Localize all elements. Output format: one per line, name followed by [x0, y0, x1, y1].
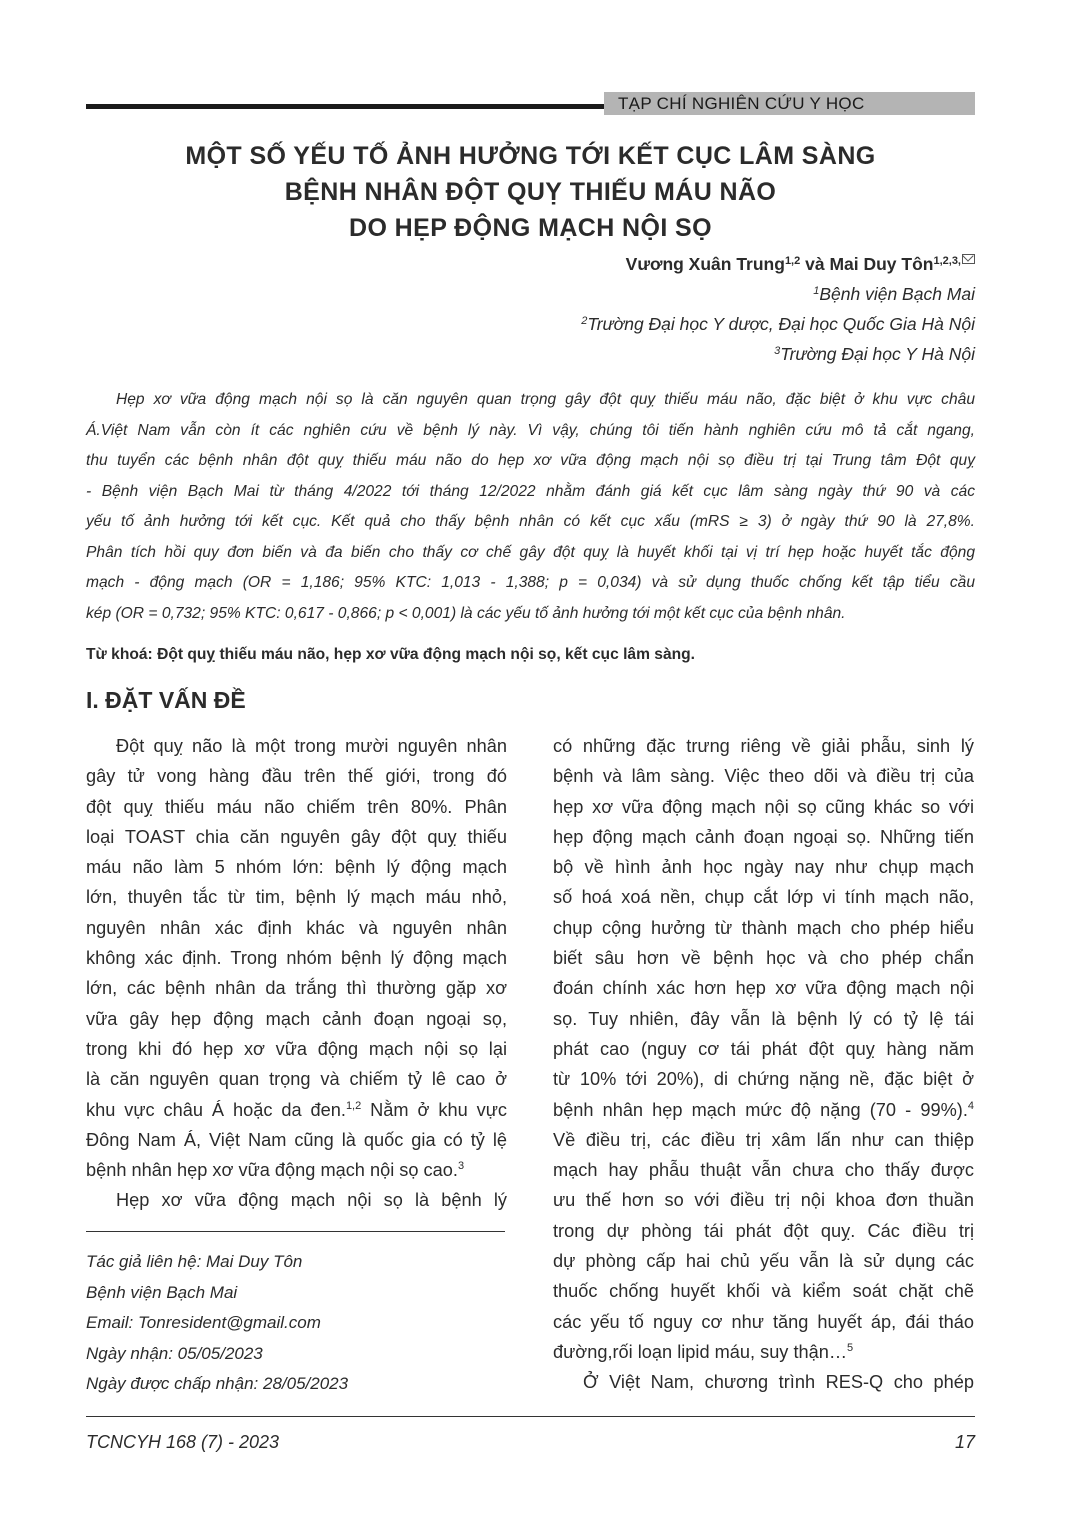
body-line: là căn nguyên quan trọng và chiếm tỷ lê cao ở: [86, 1069, 507, 1090]
body-line: hẹp động mạch cảnh đoạn ngoại sọ. Những tiến: [553, 826, 974, 847]
body-line: loại TOAST chia căn nguyên gây đột quỵ thiếu: [86, 826, 507, 847]
body-line: các yếu tố nguy cơ như tăng huyết áp, đái tháo: [553, 1311, 974, 1332]
affiliation-sup: 3: [774, 345, 781, 357]
page-number: 17: [954, 1432, 975, 1452]
footnote-email: Email: Tonresident@gmail.com: [86, 1313, 321, 1332]
body-line: không xác định. Trong nhóm bệnh lý động mạch: [86, 948, 507, 969]
author-conjunction: và: [800, 254, 830, 274]
abstract-line: thu tuyển các bệnh nhân đột quỵ thiếu máu não do hẹp xơ vữa động mạch nội sọ điều trị tại Trung tâm Đột quỵ: [86, 452, 975, 469]
body-column-left: [86, 731, 507, 1216]
section-heading: I. ĐẶT VẤN ĐỀ: [86, 687, 246, 713]
footnote-line: Tác giả liên hệ: Mai Duy Tôn: [86, 1252, 303, 1271]
affiliation-sup: 1: [813, 285, 820, 297]
body-line: thuốc chống huyết khối và kiểm soát chặt chẽ: [553, 1281, 974, 1302]
body-line: vữa gây hẹp động mạch cảnh đoạn ngoại sọ,: [86, 1008, 507, 1029]
body-line: trong dự phòng tái phát đột quỵ. Các điều trị: [553, 1220, 974, 1241]
affiliation: [774, 338, 975, 367]
body-line: gây tử vong hàng đầu trên thế giới, trong đó: [86, 766, 507, 787]
body-text: Nằm ở khu vực: [361, 1099, 507, 1120]
abstract-line: yếu tố ảnh hưởng tới kết cục. Kết quả cho thấy bệnh nhân có kết cục xấu (mRS ≥ 3) ở ngày thứ 90 là 27,8%.: [86, 513, 975, 530]
body-column-right: [553, 731, 974, 1398]
abstract-line: Phân tích hồi quy đơn biến và đa biến cho thấy cơ chế gây đột quỵ là huyết khối tại vị trí hẹp hoặc huyết tắc động: [86, 543, 975, 561]
body-line: lớn, các bệnh nhân da trắng thì thường gặp xơ: [86, 978, 507, 999]
body-line: Hẹp xơ vữa động mạch nội sọ là bệnh lý: [116, 1190, 507, 1211]
citation-sup: 4: [967, 1099, 974, 1112]
affiliation-text: Bệnh viện Bạch Mai: [819, 284, 975, 304]
body-line: dự phòng cấp hai chủ yếu vẫn là sử dụng các: [553, 1251, 974, 1272]
abstract-line: - Bệnh viện Bạch Mai từ tháng 4/2022 tới tháng 12/2022 nhằm đánh giá kết cục lâm sàng ngày thứ 90 và các: [86, 482, 975, 500]
body-line: hẹp xơ vữa động mạch nội sọ cũng khác so với: [553, 796, 974, 817]
footnote-rule: [86, 1231, 505, 1232]
body-line: lớn, thuyên tắc từ tim, bệnh lý mạch máu nhỏ,: [86, 887, 507, 908]
body-line: sọ. Tuy nhiên, đây vẫn là bệnh lý có tỷ lệ tái: [553, 1008, 974, 1029]
body-line: có những đặc trưng riêng về giải phẫu, sinh lý: [553, 736, 974, 756]
body-line: ưu thế hơn so với điều trị nội khoa đơn thuần: [553, 1190, 974, 1211]
body-line: máu não làm 5 nhóm lớn: bệnh lý động mạch: [86, 857, 507, 878]
body-text: bệnh nhân hẹp xơ vữa động mạch nội sọ cao.: [86, 1160, 458, 1181]
citation-sup: 3: [457, 1160, 465, 1173]
body-line: bộ về hình ảnh học ngày nay như chụp mạch: [553, 857, 974, 878]
body-line: Đông Nam Á, Việt Nam cũng là quốc gia có tỷ lệ: [86, 1129, 507, 1150]
body-line: [553, 1095, 974, 1125]
body-line: đột quỵ thiếu máu não chiếm trên 80%. Phân: [86, 796, 507, 817]
author-affiliation-sup: 1,2: [784, 255, 801, 267]
body-text: đường,rối loạn lipid máu, suy thận…: [553, 1341, 848, 1362]
affiliation-text: Trường Đại học Y Hà Nội: [780, 344, 975, 364]
abstract-line: Á.Việt Nam vẫn còn ít các nghiên cứu về bệnh lý này. Vì vậy, chúng tôi tiến hành nghiên cứu mô tả cắt ngang,: [86, 421, 975, 439]
footer-citation: TCNCYH 168 (7) - 2023: [86, 1432, 280, 1452]
affiliation: [813, 278, 975, 307]
footnote-line: Bệnh viện Bạch Mai: [86, 1282, 238, 1302]
abstract: [86, 385, 975, 629]
correspondence-footnote: [86, 1247, 507, 1400]
body-line: phát cao (nguy cơ tái phát đột quỵ hàng năm: [553, 1038, 974, 1059]
citation-sup: 5: [847, 1341, 854, 1354]
author-affiliation-sup: 1,2,3,: [933, 255, 961, 267]
body-line: nguyên nhân xác định khác và nguyên nhân: [86, 917, 507, 938]
body-line: bệnh và lâm sàng. Việc theo dõi và điều trị của: [553, 766, 974, 787]
body-line: trong khi đó hẹp xơ vữa động mạch nội sọ lại: [86, 1038, 507, 1059]
abstract-line: kép (OR = 0,732; 95% KTC: 0,617 - 0,866; p < 0,001) là các yếu tố ảnh hưởng tới một kết cục của bệnh nhân.: [86, 604, 846, 622]
body-line: [86, 1155, 507, 1185]
envelope-icon: [962, 254, 975, 264]
article-title: [86, 138, 975, 246]
abstract-line: mạch - động mạch (OR = 1,186; 95% KTC: 1,013 - 1,388; p = 0,034) và sử dụng thuốc chống kết tập tiểu cầu: [86, 574, 975, 591]
authors: [626, 248, 975, 277]
abstract-line: Hẹp xơ vữa động mạch nội sọ là căn nguyên quan trọng gây đột quỵ thiếu máu não, đặc biệt ở khu vực châu: [116, 391, 975, 408]
author-name: Vương Xuân Trung: [625, 254, 785, 274]
keywords: Từ khoá: Đột quỵ thiếu máu não, hẹp xơ vữa động mạch nội sọ, kết cục lâm sàng.: [86, 646, 696, 663]
journal-name: TẠP CHÍ NGHIÊN CỨU Y HỌC: [604, 92, 975, 115]
footer-rule: [86, 1416, 975, 1417]
header-rule: [86, 104, 609, 109]
affiliation-text: Trường Đại học Y dược, Đại học Quốc Gia Hà Nội: [587, 314, 975, 334]
footnote-line: Ngày nhận: 05/05/2023: [86, 1343, 263, 1363]
affiliation-sup: 2: [581, 315, 588, 327]
body-line: từ 10% tới 20%), di chứng nặng nề, đặc biệt ở: [553, 1069, 974, 1090]
affiliation: [581, 308, 975, 337]
body-text: bệnh nhân hẹp mạch mức độ nặng (70 - 99%).: [553, 1099, 968, 1120]
body-line: đoán chính xác hơn hẹp xơ vữa động mạch nội: [553, 978, 974, 999]
body-line: biết sâu hơn về bệnh học và cho phép chẩn: [553, 948, 974, 969]
body-text: khu vực châu Á hoặc da đen.: [86, 1099, 346, 1120]
body-line: Về điều trị, các điều trị xâm lấn như can thiệp: [553, 1129, 974, 1150]
footnote-line: Ngày được chấp nhận: 28/05/2023: [86, 1374, 349, 1393]
author-name: Mai Duy Tôn: [829, 254, 934, 274]
title-line: MỘT SỐ YẾU TỐ ẢNH HƯỞNG TỚI KẾT CỤC LÂM SÀNG: [185, 142, 876, 170]
body-line: chụp cộng hưởng từ thành mạch cho phép hiểu: [553, 917, 974, 938]
body-line: [86, 1095, 507, 1125]
body-line: Ở Việt Nam, chương trình RES-Q cho phép: [583, 1372, 974, 1393]
body-line: [553, 1337, 974, 1367]
body-line: Đột quỵ não là một trong mười nguyên nhân: [116, 736, 507, 756]
body-line: số hoá xoá nền, chụp cắt lớp vi tính mạch não,: [553, 887, 974, 908]
citation-sup: 1,2: [345, 1099, 362, 1112]
title-line: DO HẸP ĐỘNG MẠCH NỘI SỌ: [349, 214, 712, 242]
body-line: mạch hay phẫu thuật vẫn chưa cho thấy được: [553, 1160, 974, 1181]
title-line: BỆNH NHÂN ĐỘT QUỴ THIẾU MÁU NÃO: [284, 178, 777, 206]
